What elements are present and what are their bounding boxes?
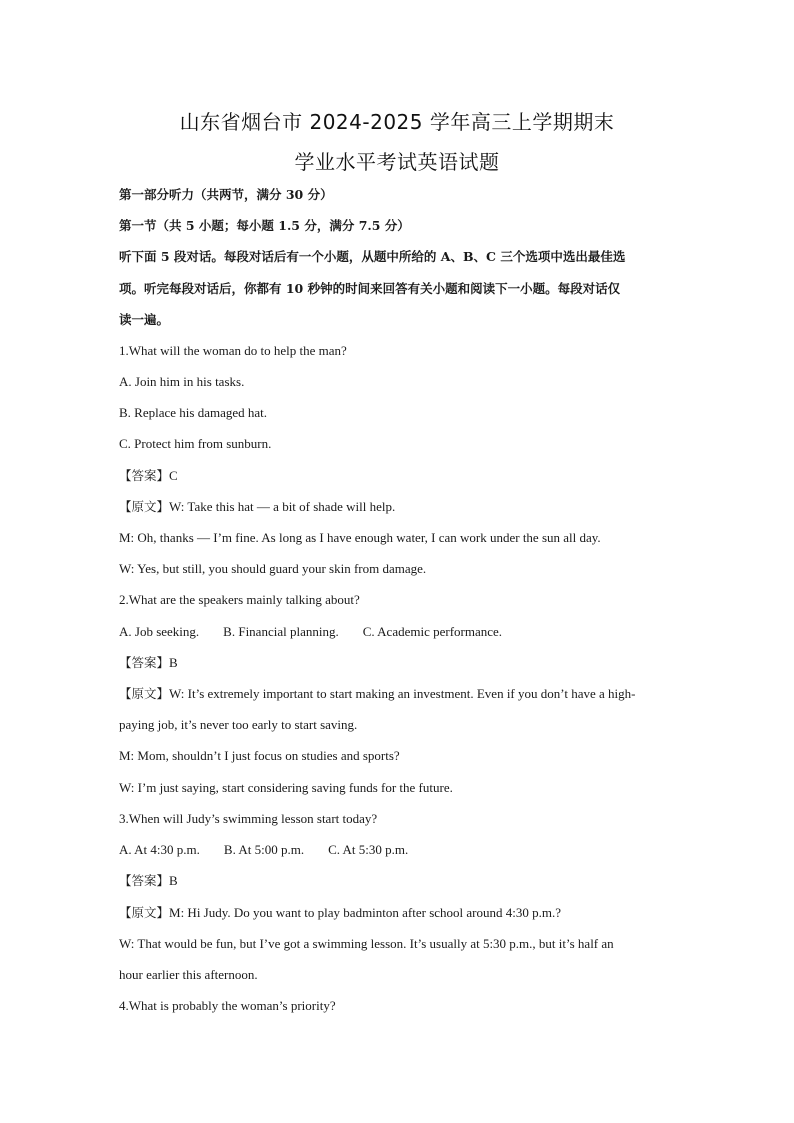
q1-option-c: C. Protect him from sunburn.	[119, 436, 272, 451]
question-4: 4.What is probably the woman’s priority?	[119, 998, 336, 1013]
q2-option-c: C. Academic performance.	[362, 624, 503, 639]
q3-options	[119, 841, 679, 859]
q2-transcript-1a	[119, 685, 679, 703]
exam-title-line-2: 学业水平考试英语试题	[294, 150, 500, 174]
q3-answer	[119, 872, 679, 890]
question-1: 1.What will the woman do to help the man?	[119, 343, 347, 358]
q2-transcript-1b: paying job, it’s never too early to start saving.	[119, 717, 358, 732]
transcript-tag: 【原文】	[119, 499, 170, 514]
q2-transcript-3: W: I’m just saying, start considering saving funds for the future.	[119, 780, 453, 795]
q1-option-a: A. Join him in his tasks.	[119, 374, 245, 389]
q2-answer	[119, 654, 679, 672]
q1-answer-value: C	[169, 468, 178, 483]
q3-transcript-2a: W: That would be fun, but I’ve got a swimming lesson. It’s usually at 5:30 p.m., but it’s half an	[119, 936, 614, 951]
q1-answer	[119, 467, 679, 485]
transcript-tag: 【原文】	[119, 905, 170, 920]
q2-answer-value: B	[169, 655, 178, 670]
q2-transcript-1a-text: W: It’s extremely important to start making an investment. Even if you don’t have a high-	[169, 686, 636, 701]
q3-transcript-2b: hour earlier this afternoon.	[119, 967, 258, 982]
q1-transcript-2: M: Oh, thanks — I’m fine. As long as I have enough water, I can work under the sun all day.	[119, 530, 601, 545]
instructions-line-3: 读一遍。	[119, 312, 170, 327]
q2-option-b: B. Financial planning.	[223, 624, 339, 639]
q3-answer-value: B	[169, 873, 178, 888]
instructions-line-2: 项。听完每段对话后，你都有 10 秒钟的时间来回答有关小题和阅读下一小题。每段对话仅	[119, 281, 621, 296]
q2-options	[119, 623, 679, 641]
answer-tag: 【答案】	[119, 468, 170, 483]
section-heading: 第一节（共 5 小题；每小题 1.5 分，满分 7.5 分）	[119, 218, 410, 233]
question-3: 3.When will Judy’s swimming lesson start today?	[119, 811, 378, 826]
answer-tag: 【答案】	[119, 655, 170, 670]
q1-option-b: B. Replace his damaged hat.	[119, 405, 268, 420]
q3-transcript-1	[119, 904, 679, 922]
part-heading: 第一部分听力（共两节，满分 30 分）	[119, 187, 333, 202]
q3-option-b: B. At 5:00 p.m.	[223, 842, 305, 857]
question-2: 2.What are the speakers mainly talking about?	[119, 592, 360, 607]
q3-option-c: C. At 5:30 p.m.	[328, 842, 409, 857]
q1-transcript-3: W: Yes, but still, you should guard your skin from damage.	[119, 561, 427, 576]
exam-title-line-1: 山东省烟台市 2024-2025 学年高三上学期期末	[179, 110, 615, 134]
instructions-line-1: 听下面 5 段对话。每段对话后有一个小题，从题中所给的 A、B、C 三个选项中选出最佳选	[119, 249, 626, 264]
q1-transcript-1-text: W: Take this hat — a bit of shade will help.	[169, 499, 396, 514]
q3-transcript-1-text: M: Hi Judy. Do you want to play badminton after school around 4:30 p.m.?	[169, 905, 562, 920]
q2-option-a: A. Job seeking.	[119, 624, 200, 639]
answer-tag: 【答案】	[119, 873, 170, 888]
transcript-tag: 【原文】	[119, 686, 170, 701]
q1-transcript-1	[119, 498, 679, 516]
q2-transcript-2: M: Mom, shouldn’t I just focus on studies and sports?	[119, 748, 400, 763]
q3-option-a: A. At 4:30 p.m.	[119, 842, 200, 857]
